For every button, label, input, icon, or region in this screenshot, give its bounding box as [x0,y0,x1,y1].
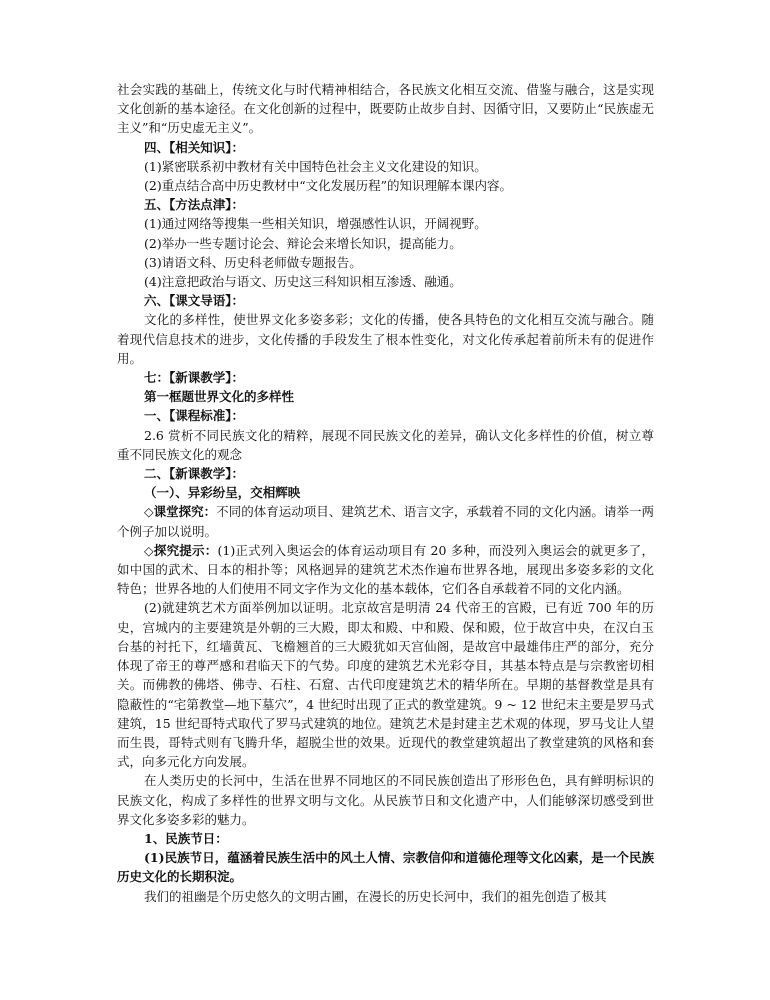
paragraph-class-explore [117,502,654,540]
paragraph-motherland: 我们的祖幽是个历史悠久的文明古圃，在漫长的历史长河中，我们的祖先创造了极其 [144,888,607,904]
document-page [117,80,654,906]
paragraph-lesson-intro: 文化的多样性，使世界文化多姿多彩；文化的传播，使各具特色的文化相互交流与融合。随着现代信息技术的进步，文化传播的手段发生了根本性变化，对文化传承起着前所未有的促进作用。 [117,312,654,366]
heading-new-lesson: 七：【新课教学】： [144,370,245,386]
paragraph-architecture: (2)就建筑艺术方面举例加以证明。北京故宫是明清 24 代帝王的宫殿，已有近 700 年的历史，宫城内的主要建筑是外朝的三大殿，即太和殿、中和殿、保和殿，位于故宫中央，在汉白玉台基的衬托下，红墙黄瓦、飞檐翘首的三大殿犹如天宫仙阁，是故宫中最雄伟庄严的部分，充分体现了帝王的尊严感和君临天下的气势。印度的建筑艺术光彩夺目，其基本特点是与宗教密切相关。而佛教的佛塔、佛寺、石柱、石窟、古代印度建筑艺术的精华所在。早期的基督教堂是具有隐蔽性的“宅第教堂—地下墓穴”，4 世纪时出现了正式的教堂建筑。9 ~ 12 世纪末主要是罗马式建筑，15 世纪哥特式取代了罗马式建筑的地位。建筑艺术是封建主艺术观的体现，罗马戈让人望而生畏，哥特式则有飞腾升华，超脱尘世的效果。近现代的教堂建筑超出了教堂建筑的风格和套式，向多元化方向发展。 [117,600,654,770]
paragraph-festival-key-point: (1)民族节日，蕴涵着民族生活中的风土人情、宗教信仰和道德伦理等文化凶素，是一个民族历史文化的长期积淀。 [117,850,654,885]
heading-frame-title: 第一框题世界文化的多样性 [144,389,295,405]
heading-methods: 五、【方法点津】： [144,197,245,213]
heading-national-festivals: 1、民族节日： [144,830,228,846]
heading-new-lesson-2: 二、【新课教学】： [144,466,245,482]
heading-curriculum-standard: 一、【课程标准】： [144,408,245,424]
paragraph-diversity: 在人类历史的长河中，生活在世界不同地区的不同民族创造出了形形色色，具有鲜明标识的民族文化，构成了多样性的世界文明与文化。从民族节日和文化遗产中，人们能够深切感受到世界文化多姿多彩的魅力。 [117,773,654,827]
knowledge-item-1: (1)紧密联系初中教材有关中国特色社会主义文化建设的知识。 [144,158,487,174]
heading-section-1: （一）、异彩纷呈，交相辉映 [144,485,301,501]
hint-text: (1)正式列入奥运会的体育运动项目有 20 多种，而没列入奥运会的就更多了，如中国的武术、日本的相扑等；风格迥异的建筑艺术杰作遍布世界各地，展现出多姿多彩的文化特色；世界各地的人们使用不同文字作为文化的基本载体，它们各自承载着不同的文化内涵。 [117,542,654,597]
hint-label: 探究提示： [153,542,218,558]
explore-text: 不同的体育运动项目、建筑艺术、语言文字，承载着不同的文化内涵。请举一两个例子加以说明。 [117,504,654,539]
paragraph-standard: 2.6 赏析不同民族文化的精粹，展现不同民族文化的差异，确认文化多样性的价值，树立尊重不同民族文化的观念 [117,427,654,462]
diamond-bullet: ◇ [144,542,154,558]
method-item-2: (2)举办一些专题讨论会、辩论会来增长知识，提高能力。 [144,235,462,251]
paragraph-intro: 社会实践的基础上，传统文化与时代精神相结合，各民族文化相互交流、借鉴与融合，这是实现文化创新的基本途径。在文化创新的过程中，既要防止故步自封、因循守旧，又要防止“民族虚无主义”和“历史虚无主义”。 [117,82,654,136]
method-item-4: (4)注意把政治与语文、历史这三科知识相互渗透、融通。 [144,274,462,290]
heading-lesson-intro: 六、【课文导语】： [144,293,245,309]
knowledge-item-2: (2)重点结合高中历史教材中“文化发展历程”的知识理解本课内容。 [144,178,512,194]
heading-related-knowledge: 四、【相关知识】： [144,139,245,155]
diamond-bullet: ◇ [144,504,154,520]
method-item-1: (1)通过网络等搜集一些相关知识，增强感性认识，开阔视野。 [144,216,487,232]
explore-label: 课堂探究： [153,504,217,520]
paragraph-explore-hint [117,541,654,599]
method-item-3: (3)请语文科、历史科老师做专题报告。 [144,254,362,270]
